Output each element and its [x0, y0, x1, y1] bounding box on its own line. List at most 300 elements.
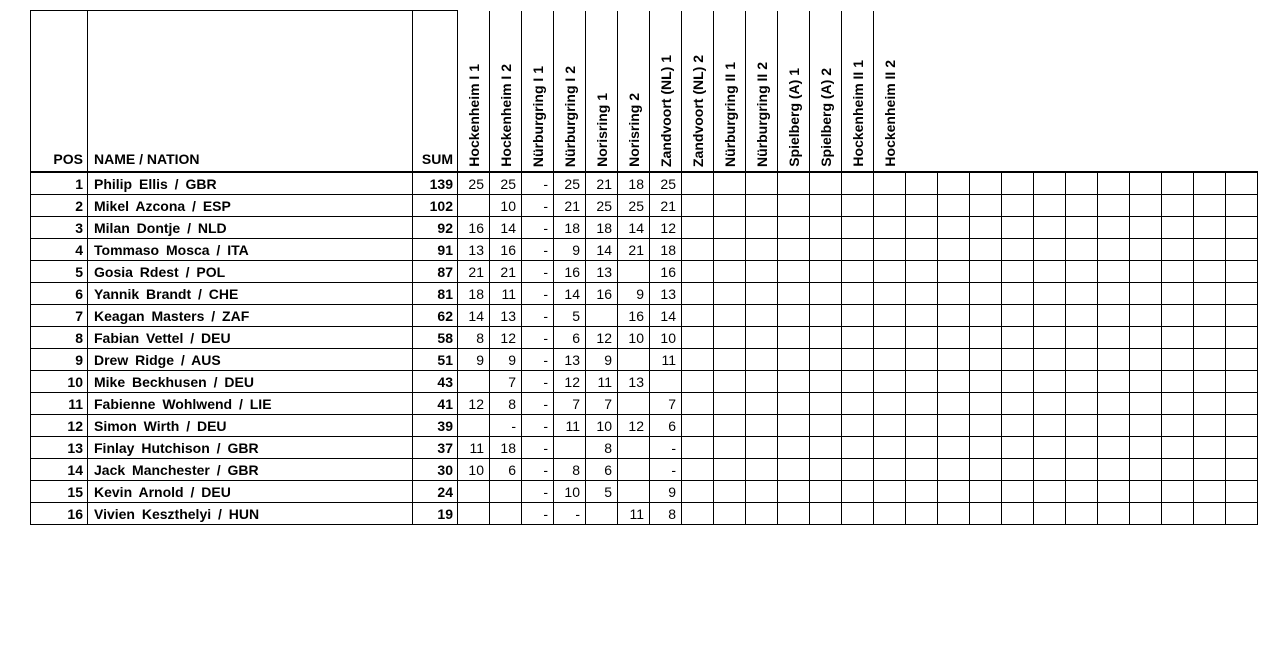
race-points-cell: 9: [458, 349, 490, 371]
race-points-cell: [842, 195, 874, 217]
table-row: [31, 349, 1258, 371]
race-points-cell: [1194, 459, 1226, 481]
race-points-cell: [1226, 327, 1258, 349]
race-points-cell: [938, 305, 970, 327]
race-points-cell: [938, 217, 970, 239]
row-sum: 102: [413, 195, 458, 217]
race-points-cell: [1002, 349, 1034, 371]
race-points-cell: [1162, 349, 1194, 371]
race-points-cell: [458, 195, 490, 217]
race-points-cell: [906, 283, 938, 305]
race-points-cell: 25: [618, 195, 650, 217]
race-points-cell: -: [522, 305, 554, 327]
race-points-cell: [938, 481, 970, 503]
race-points-cell: [1162, 459, 1194, 481]
race-points-cell: [1194, 437, 1226, 459]
race-points-cell: [970, 459, 1002, 481]
race-points-cell: [906, 503, 938, 525]
race-points-cell: -: [650, 437, 682, 459]
race-points-cell: [874, 349, 906, 371]
race-points-cell: [714, 393, 746, 415]
race-points-cell: 9: [650, 481, 682, 503]
race-points-cell: [810, 349, 842, 371]
race-points-cell: [746, 393, 778, 415]
race-points-cell: 8: [490, 393, 522, 415]
race-points-cell: 7: [650, 393, 682, 415]
row-pos: 7: [31, 305, 88, 327]
race-points-cell: 5: [586, 481, 618, 503]
race-header: [522, 11, 554, 173]
race-header: [1194, 11, 1226, 173]
race-points-cell: -: [490, 415, 522, 437]
row-pos: 4: [31, 239, 88, 261]
race-points-cell: 13: [650, 283, 682, 305]
race-points-cell: 21: [490, 261, 522, 283]
race-points-cell: [746, 239, 778, 261]
race-points-cell: [746, 349, 778, 371]
race-points-cell: [458, 481, 490, 503]
race-points-cell: [874, 327, 906, 349]
race-points-cell: [586, 503, 618, 525]
race-points-cell: 10: [490, 195, 522, 217]
race-points-cell: [1098, 195, 1130, 217]
race-points-cell: [1098, 217, 1130, 239]
race-points-cell: [938, 195, 970, 217]
race-points-cell: [1002, 172, 1034, 195]
race-header: [874, 11, 906, 173]
race-points-cell: [714, 459, 746, 481]
race-points-cell: [458, 415, 490, 437]
race-points-cell: [682, 481, 714, 503]
row-sum: 37: [413, 437, 458, 459]
race-points-cell: [778, 217, 810, 239]
race-points-cell: [842, 327, 874, 349]
race-points-cell: [1226, 349, 1258, 371]
race-points-cell: [874, 481, 906, 503]
race-header-label: Nürburgring II 1: [722, 62, 738, 167]
race-points-cell: -: [522, 371, 554, 393]
standings-table-wrapper: [30, 10, 1258, 525]
race-points-cell: [1098, 459, 1130, 481]
race-points-cell: 25: [458, 172, 490, 195]
race-points-cell: 21: [554, 195, 586, 217]
table-row: [31, 172, 1258, 195]
race-header: [810, 11, 842, 173]
race-points-cell: 11: [618, 503, 650, 525]
race-points-cell: [1002, 305, 1034, 327]
race-points-cell: [1002, 261, 1034, 283]
table-row: [31, 283, 1258, 305]
race-points-cell: -: [522, 195, 554, 217]
race-points-cell: [1226, 305, 1258, 327]
race-points-cell: [1162, 261, 1194, 283]
race-points-cell: [1002, 503, 1034, 525]
race-points-cell: [1130, 239, 1162, 261]
race-points-cell: [970, 261, 1002, 283]
race-points-cell: 11: [458, 437, 490, 459]
race-points-cell: [874, 239, 906, 261]
race-points-cell: 11: [650, 349, 682, 371]
race-points-cell: [1194, 349, 1226, 371]
race-points-cell: -: [522, 459, 554, 481]
race-points-cell: 25: [490, 172, 522, 195]
race-points-cell: [778, 503, 810, 525]
table-row: [31, 327, 1258, 349]
race-points-cell: [714, 217, 746, 239]
race-points-cell: 13: [458, 239, 490, 261]
race-points-cell: [810, 481, 842, 503]
table-row: [31, 415, 1258, 437]
race-points-cell: [874, 261, 906, 283]
race-points-cell: [1194, 283, 1226, 305]
row-pos: 14: [31, 459, 88, 481]
race-points-cell: 12: [618, 415, 650, 437]
race-points-cell: [938, 437, 970, 459]
race-points-cell: [682, 393, 714, 415]
race-points-cell: [618, 261, 650, 283]
race-points-cell: [1066, 503, 1098, 525]
race-points-cell: [714, 327, 746, 349]
race-points-cell: [906, 349, 938, 371]
race-header-label: Spielberg (A) 2: [818, 68, 834, 167]
race-points-cell: [682, 349, 714, 371]
race-points-cell: [746, 195, 778, 217]
race-points-cell: [1226, 172, 1258, 195]
race-header: [970, 11, 1002, 173]
race-points-cell: [938, 239, 970, 261]
race-points-cell: [1226, 437, 1258, 459]
race-points-cell: [1098, 371, 1130, 393]
race-points-cell: [1098, 393, 1130, 415]
race-points-cell: [1034, 481, 1066, 503]
race-header-label: Zandvoort (NL) 1: [658, 55, 674, 167]
race-points-cell: -: [522, 283, 554, 305]
race-points-cell: [778, 371, 810, 393]
race-points-cell: 9: [554, 239, 586, 261]
race-points-cell: [970, 305, 1002, 327]
race-points-cell: [810, 283, 842, 305]
race-header: [554, 11, 586, 173]
table-row: [31, 261, 1258, 283]
race-points-cell: [970, 217, 1002, 239]
race-points-cell: [458, 503, 490, 525]
race-points-cell: -: [522, 327, 554, 349]
race-points-cell: [714, 371, 746, 393]
race-points-cell: [746, 503, 778, 525]
race-points-cell: [778, 415, 810, 437]
race-points-cell: [1002, 437, 1034, 459]
race-points-cell: [874, 459, 906, 481]
race-points-cell: [1226, 283, 1258, 305]
race-points-cell: [682, 172, 714, 195]
row-name-nation: Keagan Masters / ZAF: [88, 305, 413, 327]
race-points-cell: [1034, 305, 1066, 327]
race-points-cell: 14: [586, 239, 618, 261]
race-points-cell: 18: [650, 239, 682, 261]
race-points-cell: [906, 172, 938, 195]
race-points-cell: [778, 459, 810, 481]
race-points-cell: [938, 172, 970, 195]
race-points-cell: [1066, 437, 1098, 459]
race-points-cell: [906, 217, 938, 239]
race-points-cell: [1162, 195, 1194, 217]
race-points-cell: [1194, 371, 1226, 393]
race-header: [1034, 11, 1066, 173]
table-row: [31, 195, 1258, 217]
race-points-cell: [906, 371, 938, 393]
race-points-cell: [1162, 503, 1194, 525]
race-points-cell: -: [522, 393, 554, 415]
race-points-cell: [1034, 172, 1066, 195]
row-name-nation: Vivien Keszthelyi / HUN: [88, 503, 413, 525]
table-row: [31, 503, 1258, 525]
race-points-cell: 6: [586, 459, 618, 481]
race-points-cell: [970, 349, 1002, 371]
race-points-cell: 8: [586, 437, 618, 459]
race-points-cell: [810, 415, 842, 437]
race-points-cell: [1066, 327, 1098, 349]
race-points-cell: [778, 261, 810, 283]
race-points-cell: [874, 217, 906, 239]
race-points-cell: [746, 261, 778, 283]
row-sum: 19: [413, 503, 458, 525]
table-row: [31, 217, 1258, 239]
race-points-cell: [1002, 415, 1034, 437]
race-points-cell: [778, 437, 810, 459]
race-points-cell: 14: [554, 283, 586, 305]
race-points-cell: [842, 239, 874, 261]
race-points-cell: [714, 481, 746, 503]
race-points-cell: [1162, 283, 1194, 305]
race-points-cell: [1130, 283, 1162, 305]
race-points-cell: [1130, 195, 1162, 217]
race-points-cell: [618, 349, 650, 371]
race-points-cell: [1034, 503, 1066, 525]
race-header: [938, 11, 970, 173]
race-points-cell: [682, 283, 714, 305]
race-points-cell: [938, 327, 970, 349]
race-points-cell: 14: [618, 217, 650, 239]
sum-header: SUM: [413, 11, 458, 173]
race-points-cell: [1066, 172, 1098, 195]
race-points-cell: [1098, 261, 1130, 283]
race-points-cell: [682, 415, 714, 437]
race-points-cell: -: [522, 172, 554, 195]
race-points-cell: 6: [490, 459, 522, 481]
race-points-cell: [970, 393, 1002, 415]
race-header-label: Norisring 1: [594, 93, 610, 167]
race-points-cell: [1130, 349, 1162, 371]
race-points-cell: [746, 459, 778, 481]
race-points-cell: [970, 172, 1002, 195]
race-points-cell: [970, 415, 1002, 437]
race-points-cell: [842, 217, 874, 239]
row-name-nation: Fabienne Wohlwend / LIE: [88, 393, 413, 415]
race-points-cell: [906, 481, 938, 503]
race-points-cell: [810, 371, 842, 393]
race-points-cell: 25: [650, 172, 682, 195]
race-points-cell: [1226, 481, 1258, 503]
race-points-cell: [1034, 283, 1066, 305]
race-points-cell: [714, 172, 746, 195]
race-points-cell: [618, 393, 650, 415]
race-points-cell: [874, 305, 906, 327]
race-points-cell: [1066, 393, 1098, 415]
row-pos: 1: [31, 172, 88, 195]
race-points-cell: [1066, 261, 1098, 283]
race-header: [1002, 11, 1034, 173]
race-points-cell: [810, 459, 842, 481]
header-row: [31, 11, 1258, 173]
race-points-cell: [682, 261, 714, 283]
race-points-cell: [906, 239, 938, 261]
row-pos: 9: [31, 349, 88, 371]
race-points-cell: [746, 217, 778, 239]
race-points-cell: 10: [650, 327, 682, 349]
race-points-cell: 12: [586, 327, 618, 349]
race-points-cell: [746, 172, 778, 195]
race-points-cell: -: [650, 459, 682, 481]
race-points-cell: [490, 481, 522, 503]
row-pos: 13: [31, 437, 88, 459]
race-points-cell: 11: [586, 371, 618, 393]
race-points-cell: [1226, 459, 1258, 481]
race-points-cell: [1034, 217, 1066, 239]
race-points-cell: -: [522, 481, 554, 503]
race-points-cell: 8: [458, 327, 490, 349]
race-points-cell: [1162, 172, 1194, 195]
race-points-cell: [1162, 327, 1194, 349]
race-points-cell: [842, 261, 874, 283]
race-points-cell: [1066, 371, 1098, 393]
race-points-cell: 21: [618, 239, 650, 261]
race-points-cell: [970, 481, 1002, 503]
race-points-cell: [938, 503, 970, 525]
race-points-cell: [1034, 349, 1066, 371]
race-points-cell: 7: [554, 393, 586, 415]
row-name-nation: Simon Wirth / DEU: [88, 415, 413, 437]
race-header: [746, 11, 778, 173]
race-points-cell: [714, 305, 746, 327]
race-header: [650, 11, 682, 173]
row-pos: 3: [31, 217, 88, 239]
race-points-cell: 21: [458, 261, 490, 283]
race-header-label: Hockenheim I 1: [466, 64, 482, 167]
race-points-cell: 6: [650, 415, 682, 437]
row-sum: 92: [413, 217, 458, 239]
row-pos: 6: [31, 283, 88, 305]
race-points-cell: -: [522, 239, 554, 261]
race-points-cell: 18: [586, 217, 618, 239]
race-points-cell: [1226, 239, 1258, 261]
race-points-cell: [874, 415, 906, 437]
race-points-cell: [938, 371, 970, 393]
row-sum: 30: [413, 459, 458, 481]
race-points-cell: [1130, 305, 1162, 327]
race-points-cell: [938, 393, 970, 415]
row-pos: 15: [31, 481, 88, 503]
race-points-cell: [1034, 437, 1066, 459]
row-sum: 43: [413, 371, 458, 393]
race-points-cell: [746, 283, 778, 305]
race-points-cell: 18: [490, 437, 522, 459]
race-points-cell: [1194, 239, 1226, 261]
race-points-cell: [906, 261, 938, 283]
race-points-cell: 11: [554, 415, 586, 437]
race-points-cell: [906, 459, 938, 481]
race-points-cell: [1130, 172, 1162, 195]
race-points-cell: [778, 305, 810, 327]
race-points-cell: [842, 172, 874, 195]
race-points-cell: [778, 393, 810, 415]
race-points-cell: 6: [554, 327, 586, 349]
race-points-cell: -: [522, 217, 554, 239]
row-name-nation: Yannik Brandt / CHE: [88, 283, 413, 305]
race-points-cell: [906, 437, 938, 459]
race-header-label: Hockenheim I 2: [498, 64, 514, 167]
race-points-cell: [1226, 503, 1258, 525]
race-points-cell: [1162, 239, 1194, 261]
race-header: [586, 11, 618, 173]
race-points-cell: [1098, 239, 1130, 261]
race-points-cell: [682, 371, 714, 393]
race-points-cell: 16: [458, 217, 490, 239]
race-points-cell: [1098, 283, 1130, 305]
race-points-cell: [714, 503, 746, 525]
race-points-cell: 5: [554, 305, 586, 327]
pos-header: POS: [31, 11, 88, 173]
race-points-cell: 14: [650, 305, 682, 327]
race-points-cell: -: [522, 437, 554, 459]
race-points-cell: [1162, 415, 1194, 437]
race-points-cell: [1194, 195, 1226, 217]
race-points-cell: [1226, 371, 1258, 393]
row-sum: 87: [413, 261, 458, 283]
race-points-cell: [1066, 415, 1098, 437]
race-points-cell: [682, 327, 714, 349]
race-points-cell: [778, 481, 810, 503]
row-name-nation: Drew Ridge / AUS: [88, 349, 413, 371]
row-pos: 10: [31, 371, 88, 393]
race-points-cell: 13: [554, 349, 586, 371]
race-points-cell: [842, 415, 874, 437]
row-sum: 81: [413, 283, 458, 305]
race-points-cell: [714, 261, 746, 283]
row-sum: 39: [413, 415, 458, 437]
race-points-cell: [778, 327, 810, 349]
race-points-cell: 12: [554, 371, 586, 393]
row-name-nation: Fabian Vettel / DEU: [88, 327, 413, 349]
race-points-cell: [810, 393, 842, 415]
race-points-cell: [746, 371, 778, 393]
row-name-nation: Milan Dontje / NLD: [88, 217, 413, 239]
race-points-cell: [810, 172, 842, 195]
race-header-label: Nürburgring I 2: [562, 65, 578, 167]
race-points-cell: [554, 437, 586, 459]
race-points-cell: [1034, 239, 1066, 261]
race-points-cell: [906, 327, 938, 349]
race-points-cell: 12: [458, 393, 490, 415]
race-points-cell: [1002, 327, 1034, 349]
race-points-cell: [970, 371, 1002, 393]
race-points-cell: 18: [458, 283, 490, 305]
race-points-cell: [874, 503, 906, 525]
race-points-cell: 11: [490, 283, 522, 305]
race-points-cell: [618, 459, 650, 481]
race-points-cell: 8: [650, 503, 682, 525]
race-points-cell: [842, 305, 874, 327]
race-points-cell: [1162, 371, 1194, 393]
